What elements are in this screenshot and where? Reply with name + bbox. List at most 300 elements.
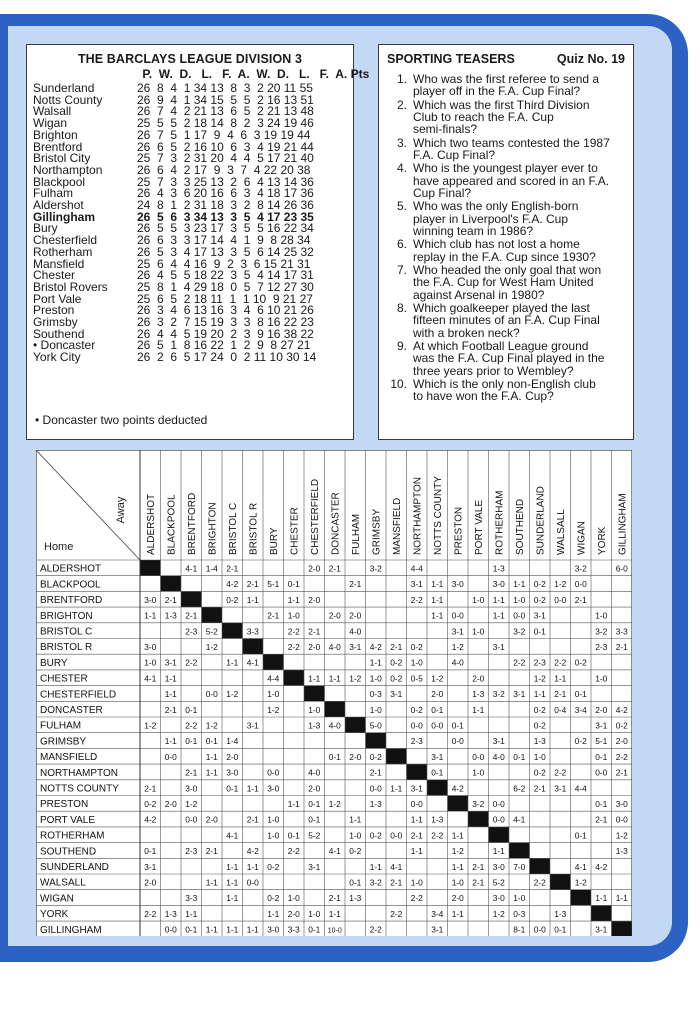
question-text (413, 162, 627, 199)
result-score: 0-1 (349, 877, 362, 888)
result-score: 3-0 (615, 799, 628, 809)
result-score: 1-1 (492, 594, 505, 605)
question-line: Which club has not lost a home (413, 237, 580, 252)
result-score: 3-0 (226, 767, 239, 778)
result-score: 6-2 (513, 783, 526, 794)
home-team-label: ROTHERHAM (40, 830, 105, 842)
league-team-name: Bury (33, 221, 58, 236)
away-team-header: WALSALL (555, 509, 567, 555)
league-team-stats: 26 5 3 4 17 13 3 5 6 14 25 32 (137, 244, 314, 259)
result-score: 0-2 (267, 861, 280, 872)
result-score: 2-1 (390, 877, 403, 888)
question-text (413, 302, 627, 339)
result-score: 4-1 (328, 846, 341, 857)
result-score: 4-2 (246, 846, 259, 857)
league-team-name: Bristol Rovers (33, 279, 108, 294)
result-score: 4-0 (308, 767, 321, 778)
result-score: 2-2 (390, 908, 403, 919)
result-score: 2-2 (431, 830, 444, 841)
result-score: 1-0 (369, 673, 382, 684)
home-team-label: WIGAN (40, 893, 74, 905)
result-score: 1-2 (205, 720, 218, 731)
diagonal-cell (427, 780, 448, 796)
question-number: 5. (396, 199, 407, 214)
result-score: 0-1 (328, 751, 341, 762)
result-score: 2-2 (287, 626, 300, 637)
result-score: 0-5 (410, 673, 423, 684)
diagonal-cell (325, 701, 346, 717)
result-score: 0-1 (226, 783, 239, 794)
result-score: 0-2 (533, 767, 546, 778)
league-team-name: York City (33, 350, 81, 365)
away-team-header: GILLINGHAM (617, 493, 629, 555)
home-team-label: PRESTON (40, 799, 89, 811)
result-score: 1-0 (513, 594, 526, 605)
result-score: 1-1 (205, 924, 218, 935)
result-score: 1-2 (144, 720, 157, 731)
result-score: 2-0 (472, 673, 485, 684)
result-score: 2-2 (533, 877, 546, 888)
result-score: 1-0 (492, 830, 505, 841)
result-score: 2-1 (164, 704, 177, 715)
league-team-name: Northampton (33, 162, 103, 177)
result-score: 0-1 (144, 846, 157, 857)
result-score: 0-2 (369, 830, 382, 841)
league-team-name: Sunderland (33, 81, 95, 95)
question-number: 7. (396, 262, 407, 277)
question-line: replay in the F.A. Cup since 1930? (413, 249, 596, 264)
result-score: 7-0 (513, 861, 526, 872)
result-score: 1-1 (246, 783, 259, 794)
question-line: At which Football League ground (413, 338, 589, 353)
result-score: 1-1 (410, 846, 423, 857)
result-score: 0-1 (451, 720, 464, 731)
result-score: 2-1 (185, 767, 198, 778)
home-team-label: CHESTERFIELD (40, 689, 117, 701)
question-number: 8. (396, 300, 407, 315)
result-score: 0-0 (267, 767, 280, 778)
result-score: 1-0 (410, 877, 423, 888)
away-team-header: BRENTFORD (186, 492, 198, 555)
result-score: 1-0 (267, 830, 280, 841)
result-score: 0-2 (533, 594, 546, 605)
result-score: 0-1 (205, 736, 218, 747)
result-score: 1-3 (349, 893, 362, 904)
result-score: 2-0 (349, 610, 362, 621)
result-score: 0-0 (369, 783, 382, 794)
result-score: 1-1 (287, 799, 300, 809)
result-score: 1-3 (554, 908, 567, 919)
result-score: 1-0 (287, 610, 300, 621)
result-score: 0-2 (574, 736, 587, 747)
home-team-label: CHESTER (40, 673, 88, 685)
question-line: Which goalkeeper played the last (413, 300, 590, 315)
result-score: 1-1 (492, 846, 505, 857)
result-score: 1-0 (472, 767, 485, 778)
result-score: 1-1 (472, 704, 485, 715)
league-team-name: Gillingham (33, 209, 96, 224)
away-team-header: CHESTER (289, 507, 301, 555)
result-score: 4-4 (410, 563, 423, 574)
result-score: 2-0 (144, 877, 157, 888)
result-score: 0-0 (615, 814, 628, 825)
result-score: 2-0 (308, 563, 321, 574)
result-score: 1-1 (287, 594, 300, 605)
result-score: 1-2 (267, 704, 280, 715)
result-score: 3-1 (533, 610, 546, 621)
result-score: 1-2 (492, 908, 505, 919)
result-score: 0-1 (533, 626, 546, 637)
league-team-name: Walsall (33, 104, 72, 119)
result-score: 1-0 (533, 751, 546, 762)
result-score: 4-0 (328, 720, 341, 731)
diagonal-cell (550, 874, 571, 890)
home-team-label: BLACKPOOL (40, 579, 101, 591)
home-team-label: FULHAM (40, 720, 82, 732)
result-score: 0-3 (513, 908, 526, 919)
result-score: 1-1 (246, 861, 259, 872)
result-score: 1-0 (390, 751, 403, 762)
result-score: 0-0 (246, 877, 259, 888)
result-score: 2-1 (472, 861, 485, 872)
question-line: to have won the F.A. Cup? (413, 389, 554, 404)
home-team-label: BRISTOL C (40, 626, 93, 638)
result-score: 2-2 (185, 657, 198, 668)
diagonal-cell (284, 670, 305, 686)
league-team-stats: 25 6 4 4 16 9 2 3 6 15 21 31 (137, 256, 311, 271)
result-score: 0-0 (205, 689, 218, 700)
result-score: 2-2 (287, 846, 300, 857)
result-score: 4-2 (226, 579, 239, 590)
question-number: 2. (396, 97, 407, 112)
result-score: 1-0 (472, 626, 485, 637)
result-score: 3-0 (492, 861, 505, 872)
result-score: 2-1 (533, 783, 546, 794)
league-team-stats: 25 8 1 4 29 18 0 5 7 12 27 30 (137, 279, 314, 294)
result-score: 0-2 (267, 893, 280, 904)
question-line: Cup Final? (413, 186, 472, 200)
result-score: 4-1 (226, 830, 239, 841)
result-score: 0-1 (185, 736, 198, 747)
result-score: 4-2 (615, 704, 628, 715)
away-team-header: NOTTS COUNTY (432, 476, 444, 555)
result-score: 2-3 (595, 642, 608, 652)
question-line: with a broken neck? (413, 325, 520, 340)
result-score: 1-1 (185, 908, 198, 919)
result-score: 1-1 (451, 861, 464, 872)
league-team-name: Brighton (33, 127, 78, 142)
result-score: 4-0 (492, 751, 505, 762)
question-line: player in Liverpool's F.A. Cup (413, 211, 569, 226)
league-team-stats: 26 5 1 8 16 22 1 2 9 8 27 21 (137, 338, 311, 353)
result-score: 0-0 (492, 814, 505, 825)
result-score: 1-1 (164, 673, 177, 684)
result-score: 2-1 (328, 563, 341, 574)
league-team-name: Blackpool (33, 174, 86, 189)
result-score: 0-0 (410, 799, 423, 809)
result-score: 4-2 (451, 783, 464, 794)
result-score: 3-0 (267, 924, 280, 935)
result-score: 0-2 (410, 642, 423, 652)
result-score: 1-1 (431, 579, 444, 590)
result-score: 2-0 (308, 594, 321, 605)
question-text (413, 238, 627, 263)
home-team-label: PORT VALE (40, 814, 96, 826)
result-score: 2-1 (615, 767, 628, 778)
league-team-stats: 24 8 1 2 31 18 3 2 8 14 26 36 (137, 198, 314, 212)
result-score: 1-3 (164, 610, 177, 621)
question-line: Club to reach the F.A. Cup (413, 110, 554, 124)
teasers-title: SPORTING TEASERS (387, 52, 515, 66)
result-score: 0-0 (431, 720, 444, 731)
diagonal-cell (509, 843, 530, 859)
result-score: 0-2 (369, 751, 382, 762)
result-score: 1-1 (328, 908, 341, 919)
result-score: 1-1 (308, 673, 321, 684)
result-score: 0-0 (451, 736, 464, 747)
result-score: 4-2 (595, 861, 608, 872)
result-score: 3-0 (185, 783, 198, 794)
question-text (413, 200, 627, 237)
league-table-note: • Doncaster two points deducted (35, 413, 208, 427)
result-score: 2-1 (349, 579, 362, 590)
result-score: 1-1 (164, 689, 177, 700)
result-score: 3-4 (431, 908, 444, 919)
home-team-label: GRIMSBY (40, 736, 87, 748)
result-score: 1-0 (595, 610, 608, 621)
result-score: 3-2 (513, 626, 526, 637)
result-score: 2-1 (246, 814, 259, 825)
result-score: 10-0 (327, 927, 342, 935)
result-score: 1-1 (492, 610, 505, 621)
result-score: 1-1 (246, 924, 259, 935)
result-score: 1-1 (226, 657, 239, 668)
result-score: 4-0 (451, 657, 464, 668)
question-text (413, 340, 627, 377)
question-text (413, 137, 627, 162)
result-score: 4-0 (349, 626, 362, 637)
result-score: 2-2 (144, 908, 157, 919)
result-score: 1-0 (287, 893, 300, 904)
result-score: 2-1 (226, 563, 239, 574)
result-score: 2-0 (349, 751, 362, 762)
away-team-header: MANSFIELD (391, 497, 403, 555)
question-line: Which was the first Third Division (413, 97, 590, 112)
result-score: 1-1 (328, 673, 341, 684)
result-score: 3-3 (615, 626, 628, 637)
league-row (33, 129, 349, 141)
question-line: Who is the youngest player ever to (413, 161, 598, 176)
result-score: 4-2 (144, 814, 157, 825)
result-score: 1-0 (308, 908, 321, 919)
result-score: 2-0 (451, 893, 464, 904)
result-score: 0-1 (513, 751, 526, 762)
result-score: 0-1 (287, 830, 300, 841)
home-team-label: ALDERSHOT (40, 563, 102, 575)
result-score: 2-3 (410, 736, 423, 747)
question-line: against Arsenal in 1980? (413, 287, 545, 302)
diagonal-cell (530, 858, 551, 874)
result-score: 3-1 (492, 736, 505, 747)
result-score: 4-0 (328, 642, 341, 652)
result-score: 4-1 (513, 814, 526, 825)
away-team-header: BRIGHTON (207, 502, 219, 555)
result-score: 3-1 (349, 642, 362, 652)
result-score: 3-1 (246, 720, 259, 731)
result-score: 2-2 (369, 924, 382, 935)
result-score: 4-1 (185, 563, 198, 574)
league-team-stats: 26 4 5 5 18 22 3 5 4 14 17 31 (137, 268, 314, 283)
away-team-header: SOUTHEND (514, 498, 526, 555)
result-score: 2-3 (185, 846, 198, 857)
result-score: 3-1 (595, 720, 608, 731)
result-score: 6-0 (615, 563, 628, 574)
home-team-label: WALSALL (40, 877, 86, 889)
result-score: 3-0 (144, 594, 157, 605)
away-label: Away (115, 496, 127, 524)
home-label: Home (44, 541, 74, 553)
question-line: winning team in 1986? (413, 224, 534, 238)
result-score: 1-2 (185, 799, 198, 809)
result-score: 4-1 (144, 673, 157, 684)
result-score: 1-0 (349, 830, 362, 841)
league-team-stats: 26 4 4 5 19 20 2 3 9 16 38 22 (137, 326, 314, 341)
result-score: 2-2 (513, 657, 526, 668)
diagonal-cell (366, 733, 387, 749)
away-team-header: BRISTOL C (227, 502, 239, 555)
league-row (33, 351, 349, 363)
result-score: 8-1 (513, 924, 526, 935)
result-score: 2-0 (164, 799, 177, 809)
result-score: 0-2 (349, 846, 362, 857)
result-score: 0-1 (308, 924, 321, 935)
result-score: 1-0 (144, 657, 157, 668)
diagonal-cell (181, 591, 202, 607)
result-score: 0-0 (185, 814, 198, 825)
result-score: 3-2 (369, 877, 382, 888)
result-score: 3-1 (513, 689, 526, 700)
results-grid-svg (36, 450, 632, 936)
result-score: 2-1 (185, 610, 198, 621)
result-score: 2-0 (308, 642, 321, 652)
result-score: 0-1 (554, 924, 567, 935)
league-team-stats: 26 3 2 7 15 19 3 3 8 16 22 23 (137, 315, 314, 329)
result-score: 0-1 (431, 767, 444, 778)
result-score: 2-0 (308, 783, 321, 794)
home-team-label: NOTTS COUNTY (40, 783, 119, 795)
diagonal-cell (222, 623, 243, 639)
question-number: 9. (396, 338, 407, 353)
result-score: 1-1 (144, 610, 157, 621)
result-score: 2-0 (615, 736, 628, 747)
home-team-label: YORK (40, 909, 69, 921)
result-score: 3-1 (431, 751, 444, 762)
result-score: 2-2 (410, 594, 423, 605)
away-team-header: BLACKPOOL (166, 494, 178, 555)
result-score: 2-2 (185, 720, 198, 731)
result-score: 0-2 (410, 704, 423, 715)
result-score: 2-0 (595, 704, 608, 715)
result-score: 3-2 (369, 563, 382, 574)
result-score: 1-1 (533, 689, 546, 700)
question-line: F.A. Cup Final? (413, 148, 496, 162)
result-score: 4-4 (267, 673, 280, 684)
result-score: 1-0 (513, 893, 526, 904)
result-score: 0-0 (533, 924, 546, 935)
result-score: 4-1 (246, 657, 259, 668)
result-score: 1-3 (308, 720, 321, 731)
result-score: 3-0 (267, 783, 280, 794)
result-score: 0-0 (164, 751, 177, 762)
result-score: 0-0 (595, 767, 608, 778)
result-score: 1-1 (205, 877, 218, 888)
result-score: 0-0 (554, 594, 567, 605)
result-score: 5-1 (595, 736, 608, 747)
home-team-label: MANSFIELD (40, 752, 98, 764)
result-score: 1-1 (451, 908, 464, 919)
result-score: 1-1 (431, 610, 444, 621)
diagonal-cell (345, 717, 366, 733)
away-team-header: NORTHAMPTON (412, 477, 424, 555)
result-score: 0-1 (574, 689, 587, 700)
result-score: 1-1 (554, 673, 567, 684)
question-number: 10. (390, 376, 407, 391)
result-score: 0-4 (554, 704, 567, 715)
away-team-header: DONCASTER (330, 492, 342, 555)
home-team-label: BRISTOL R (40, 642, 93, 654)
result-score: 3-0 (144, 642, 157, 652)
result-score: 1-2 (615, 830, 628, 841)
league-team-name: Southend (33, 326, 85, 341)
away-team-header: ROTHERHAM (494, 490, 506, 555)
result-score: 2-2 (615, 751, 628, 762)
result-score: 2-0 (287, 908, 300, 919)
result-score: 3-0 (492, 579, 505, 590)
sporting-teasers-box (378, 44, 634, 440)
diagonal-cell (407, 764, 428, 780)
result-score: 5-0 (369, 720, 382, 731)
result-score: 1-3 (369, 799, 382, 809)
result-score: 0-1 (308, 814, 321, 825)
question-line: player off in the F.A. Cup Final? (413, 84, 581, 99)
result-score: 0-1 (595, 799, 608, 809)
result-score: 3-3 (287, 924, 300, 935)
result-score: 1-4 (226, 736, 239, 747)
diagonal-cell (448, 796, 469, 812)
result-score: 1-1 (205, 751, 218, 762)
result-score: 3-1 (308, 861, 321, 872)
question-line: have appeared and scored in an F.A. (413, 173, 610, 188)
league-team-stats: 26 6 4 2 17 9 3 7 4 22 20 38 (137, 162, 311, 177)
result-score: 0-1 (287, 579, 300, 590)
result-score: 1-1 (267, 908, 280, 919)
league-team-name: Bristol City (33, 151, 91, 166)
result-score: 3-1 (410, 579, 423, 590)
result-score: 1-2 (451, 846, 464, 857)
away-team-header: GRIMSBY (371, 508, 383, 555)
result-score: 1-3 (492, 563, 505, 574)
league-team-name: Wigan (33, 116, 68, 131)
diagonal-cell (612, 921, 633, 936)
result-score: 1-0 (410, 657, 423, 668)
result-score: 1-1 (226, 924, 239, 935)
question-line: Who was the only English-born (413, 199, 579, 214)
league-team-stats: 26 3 4 6 13 16 3 4 6 10 21 26 (137, 303, 314, 318)
result-score: 1-2 (205, 642, 218, 652)
result-score: 1-1 (513, 579, 526, 590)
away-team-header: SUNDERLAND (535, 486, 547, 555)
league-table-title: THE BARCLAYS LEAGUE DIVISION 3 (77, 52, 303, 66)
